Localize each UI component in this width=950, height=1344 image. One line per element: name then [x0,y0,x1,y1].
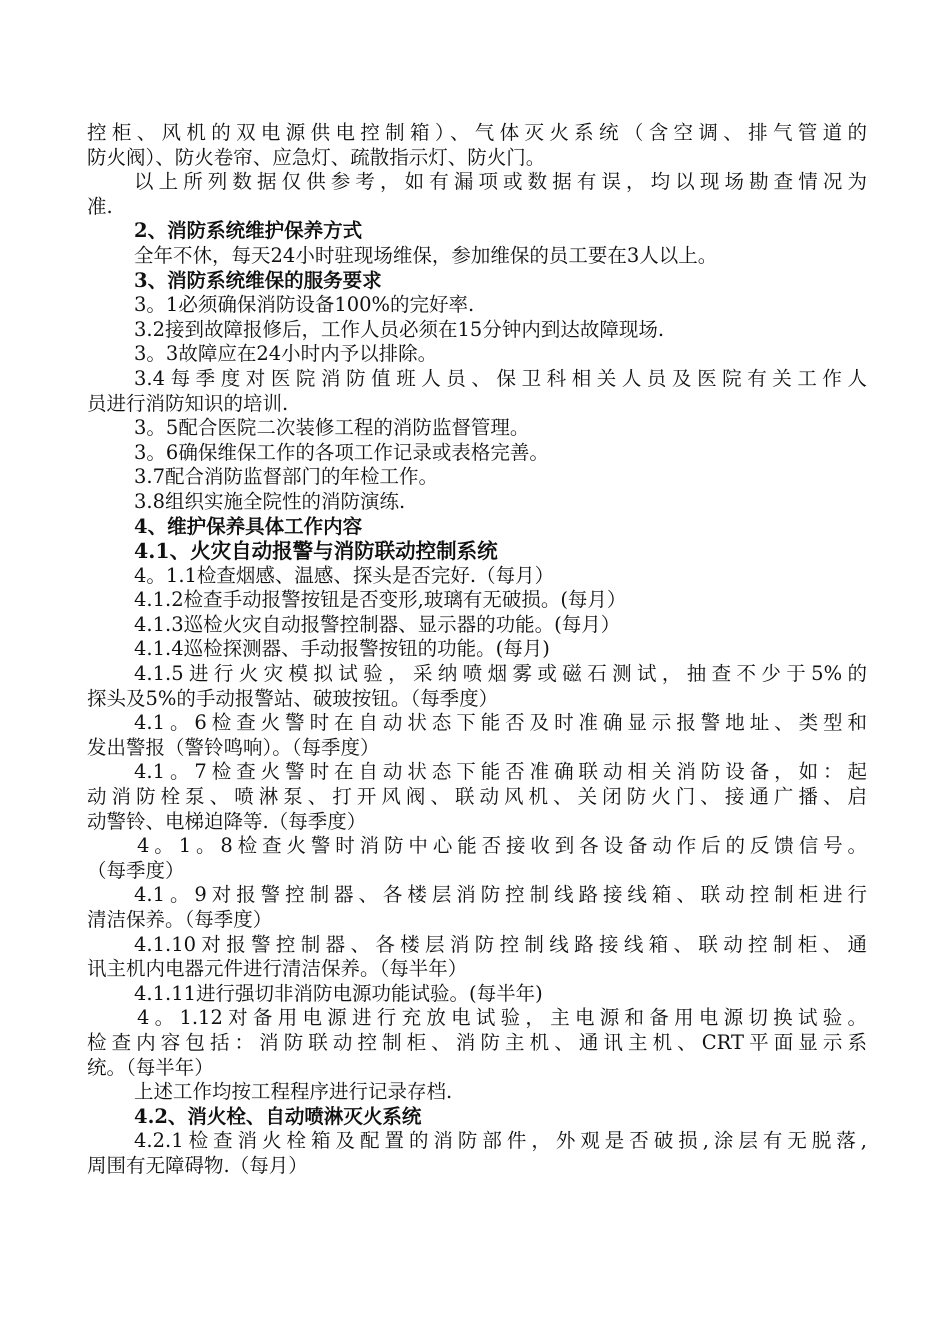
subsection-heading: 4.1、火灾自动报警与消防联动控制系统 [134,539,498,564]
text-line: 4.1。9对报警控制器、各楼层消防控制线路接线箱、联动控制柜进行 [134,883,867,907]
text-line: 以上所列数据仅供参考，如有漏项或数据有误，均以现场勘查情况为 [134,170,867,194]
text-line: 讯主机内电器元件进行清洁保养。（每半年） [87,957,468,981]
section-heading: 2、消防系统维护保养方式 [134,219,363,243]
text-line: 4。1.1检查烟感、温感、探头是否完好.（每月） [134,563,555,587]
text-line: 4.1。6检查火警时在自动状态下能否及时准确显示报警地址、类型和 [134,711,867,735]
text-line: 准. [87,194,113,218]
text-line: 检查内容包括：消防联动控制柜、消防主机、通讯主机、CRT平面显示系 [87,1030,867,1054]
text-line: （每季度） [87,858,185,882]
text-line: 4.2.1检查消火栓箱及配置的消防部件，外观是否破损,涂层有无脱落, [134,1129,867,1153]
text-line: 控柜、风机的双电源供电控制箱）、气体灭火系统（含空调、排气管道的 [87,121,867,144]
text-line: 动消防栓泵、喷淋泵、打开风阀、联动风机、关闭防火门、接通广播、启 [87,785,867,809]
text-line: 全年不休，每天24小时驻现场维保，参加维保的员工要在3人以上。 [134,243,718,267]
text-line: 3.7配合消防监督部门的年检工作。 [134,465,439,489]
text-line: 4.1。7检查火警时在自动状态下能否准确联动相关消防设备，如：起 [134,760,867,784]
section-heading: 4.2、消火栓、自动喷淋灭火系统 [134,1104,422,1128]
text-line: 3.4每季度对医院消防值班人员、保卫科相关人员及医院有关工作人 [134,366,867,390]
text-line: 上述工作均按工程程序进行记录存档. [134,1080,453,1104]
section-heading: 4、维护保养具体工作内容 [134,514,363,538]
text-line: 统。（每半年） [87,1055,214,1079]
text-line: 防火阀）、防火卷帘、应急灯、疏散指示灯、防火门。 [87,145,546,169]
text-line: 3.2接到故障报修后，工作人员必须在15分钟内到达故障现场. [134,317,665,341]
text-line: 3.8组织实施全院性的消防演练. [134,489,406,513]
text-line: 4.1.4巡检探测器、手动报警按钮的功能。(每月) [134,637,550,661]
text-line: 清洁保养。（每季度） [87,908,273,931]
text-line: 4.1.5进行火灾模拟试验，采纳喷烟雾或磁石测试，抽查不少于5%的 [134,662,867,686]
text-line: 4。1。8检查火警时消防中心能否接收到各设备动作后的反馈信号。 [137,834,867,858]
text-line: 探头及5%的手动报警站、破玻按钮。（每季度） [87,686,499,710]
section-heading: 3、消防系统维保的服务要求 [134,268,382,292]
text-line: 4.1.11进行强切非消防电源功能试验。(每半年) [134,981,543,1005]
text-line: 3。6确保维保工作的各项工作记录或表格完善。 [134,440,549,464]
text-line: 3。5配合医院二次装修工程的消防监督管理。 [134,416,530,440]
text-line: 4.1.3巡检火灾自动报警控制器、显示器的功能。(每月） [134,612,621,636]
text-line: 3。3故障应在24小时内予以排除。 [134,342,438,366]
text-line: 4.1.10对报警控制器、各楼层消防控制线路接线箱、联动控制柜、通 [134,932,867,956]
text-line: 动警铃、电梯迫降等.（每季度） [87,809,367,833]
text-line: 4。1.12对备用电源进行充放电试验，主电源和备用电源切换试验。 [137,1006,867,1030]
text-line: 员进行消防知识的培训. [87,391,289,415]
text-line: 发出警报（警铃鸣响）。（每季度） [87,735,380,759]
document-page [87,121,867,1179]
text-line: 3。1必须确保消防设备100%的完好率. [134,293,475,317]
text-line: 4.1.2检查手动报警按钮是否变形,玻璃有无破损。(每月） [134,588,627,612]
text-line: 周围有无障碍物.（每月） [87,1153,308,1177]
